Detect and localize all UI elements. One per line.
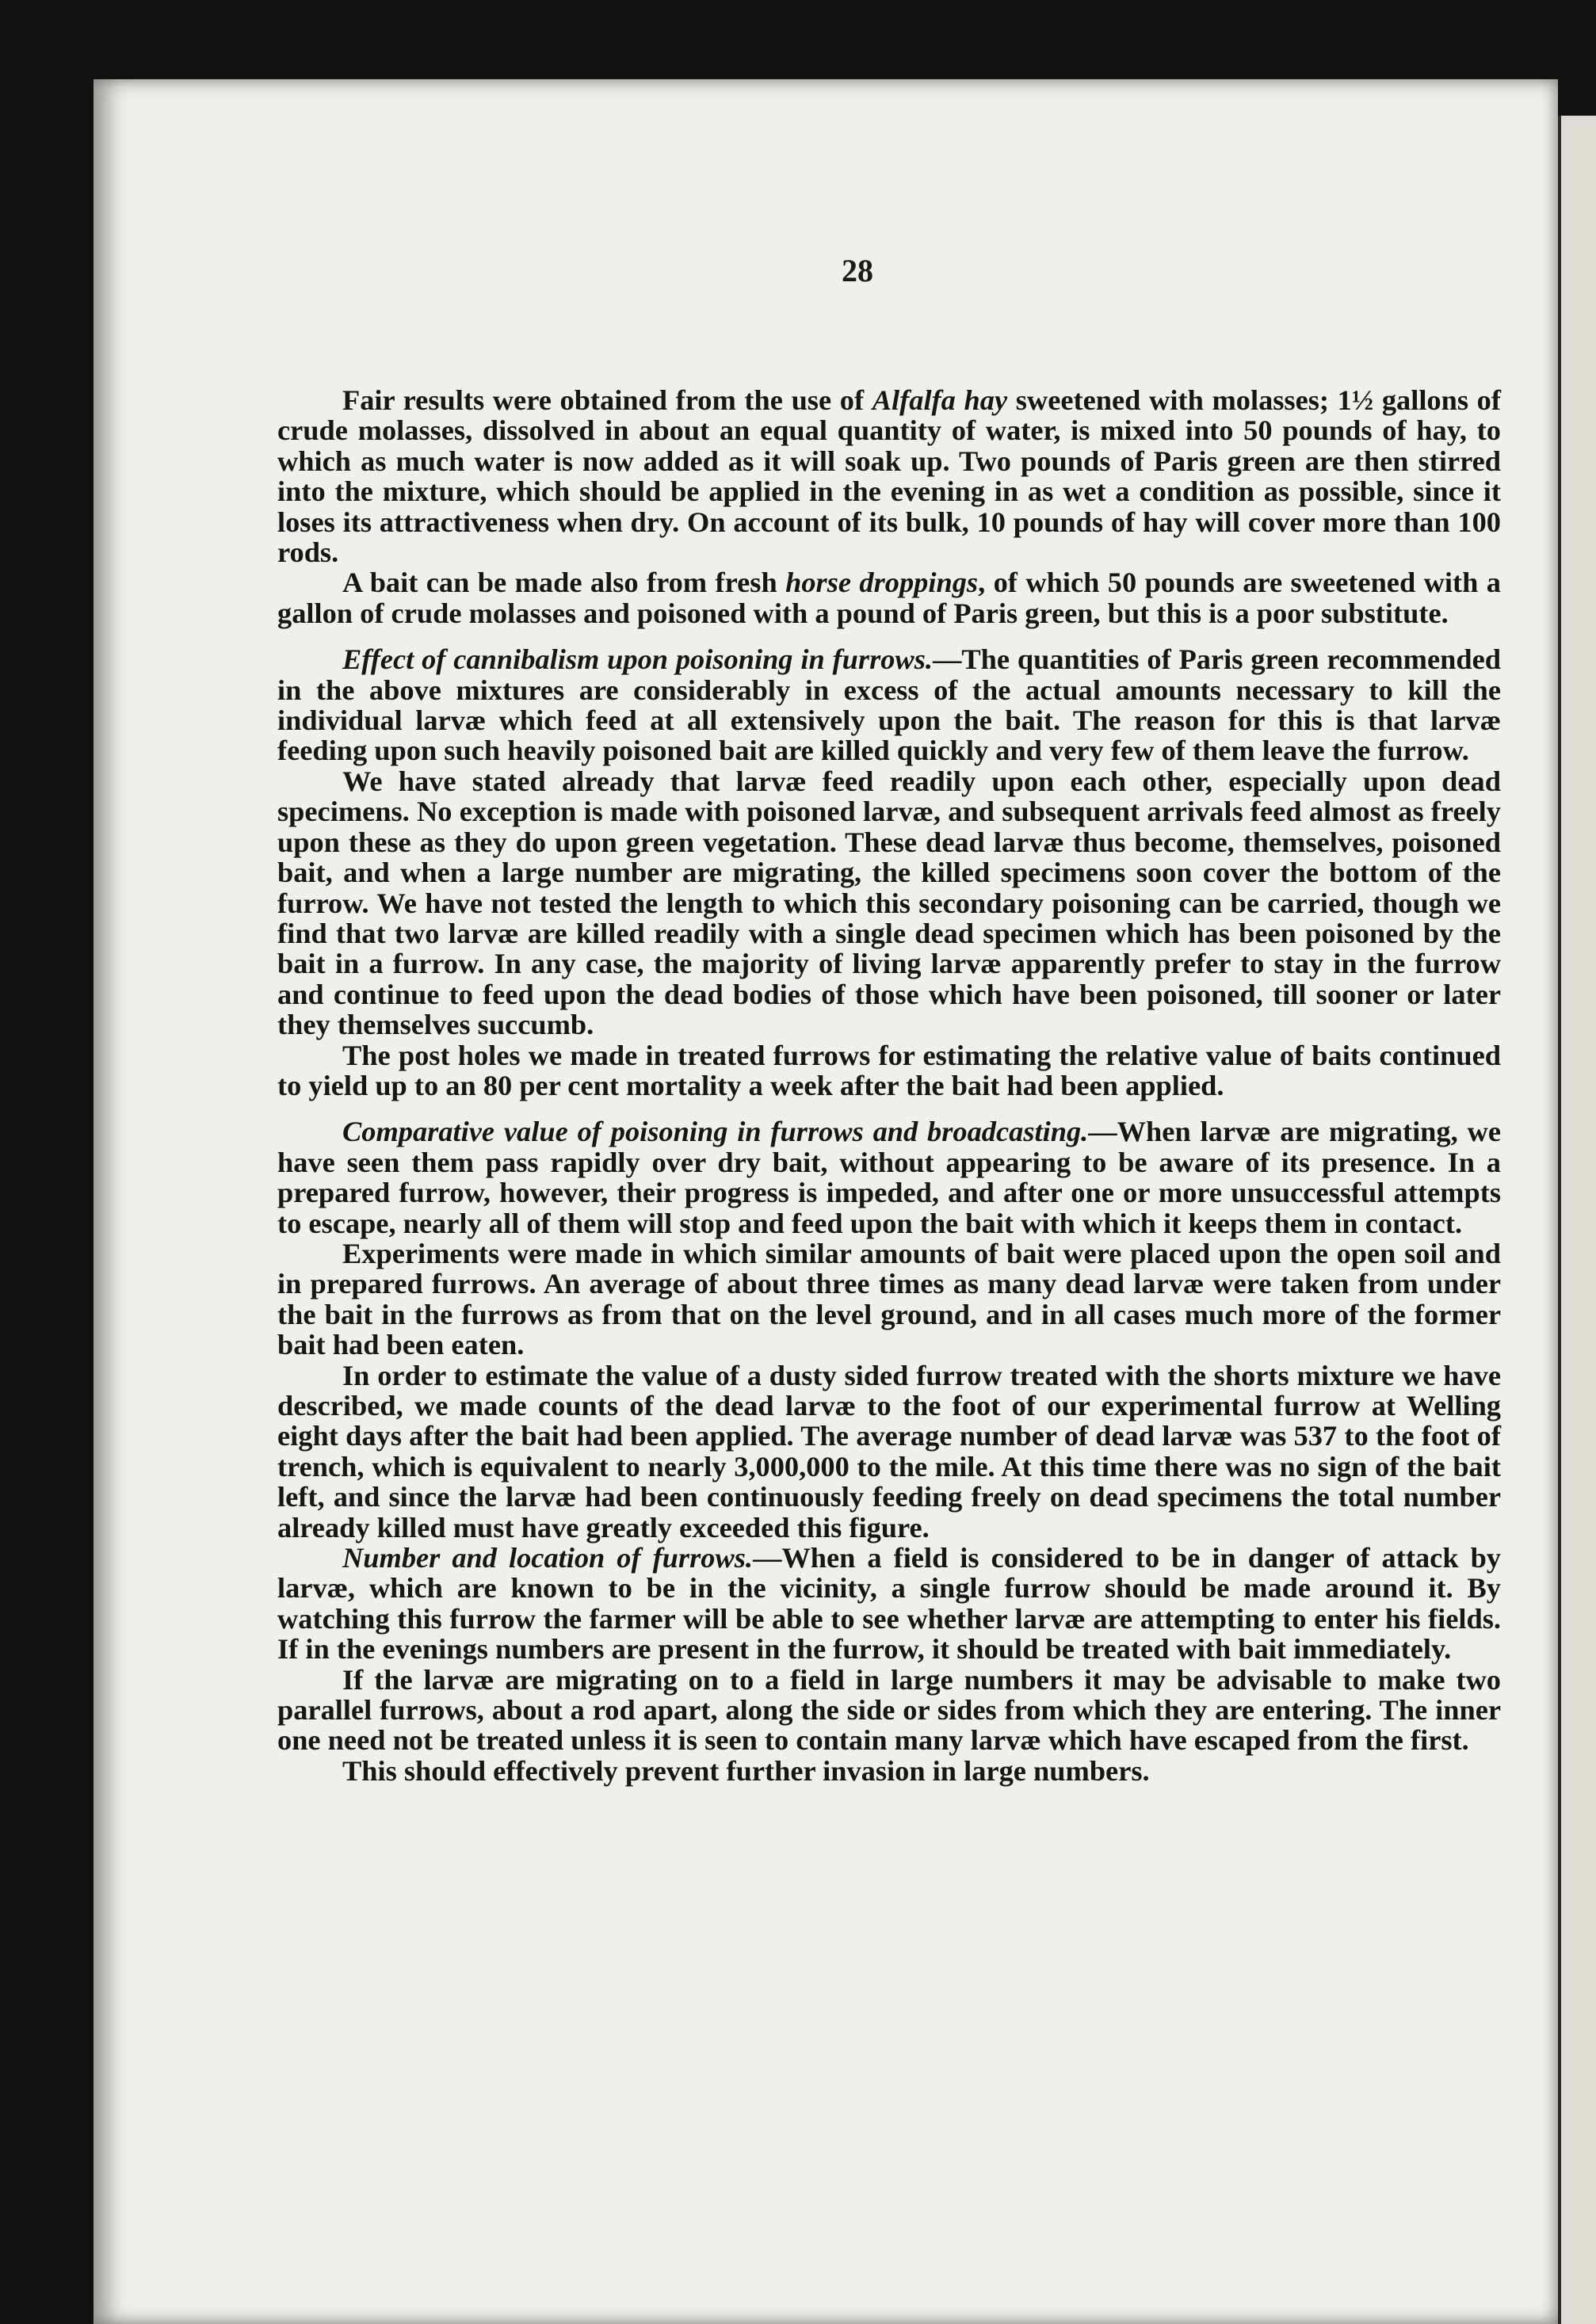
paragraph-text: The post holes we made in treated furrows for estimating the relative value of baits continued to yield up to an 80 per cent mortality a week after the bait had been applied. bbox=[277, 1039, 1501, 1101]
paragraph-p2 bbox=[277, 567, 1501, 628]
paragraph-text: Fair results were obtained from the use of bbox=[342, 384, 872, 416]
paragraph-p4 bbox=[277, 766, 1501, 1040]
paragraph-p7 bbox=[277, 1238, 1501, 1360]
paragraph-text: In order to estimate the value of a dusty sided furrow treated with the shorts mixture we have described, we made counts of the dead larvæ to the foot of our experimental furrow at Welling eight days after the bait had been applied. The average number of dead larvæ was 537 to the foot of trench, which is equivalent to nearly 3,000,000 to the mile. At this time there was no sign of the bait left, and since the larvæ had been continuously feeding freely on dead specimens the total number already killed must have greatly exceeded this figure. bbox=[277, 1359, 1501, 1544]
paragraph-p3 bbox=[277, 644, 1501, 766]
italic-heading-text: Effect of cannibalism upon poisoning in furrows. bbox=[342, 643, 933, 676]
paragraph-text: , of which 50 pounds are sweetened with a gallon of crude molasses and poisoned with a pound of Paris green, but this is a poor substitute. bbox=[277, 567, 1501, 629]
body-text bbox=[277, 385, 1501, 1786]
paragraph-text: A bait can be made also from fresh bbox=[342, 567, 786, 599]
paragraph-p8 bbox=[277, 1360, 1501, 1543]
adjacent-page-edge bbox=[1558, 116, 1596, 2324]
paragraph-text: Experiments were made in which similar amounts of bait were placed upon the open soil and in prepared furrows. An average of about three times as many dead larvæ were taken from under the bait in the furrows as from that on the level ground, and in all cases much more of the former bait had been eaten. bbox=[277, 1237, 1501, 1361]
paragraph-text: —When a field is considered to be in danger of attack by larvæ, which are known to be in the vicinity, a single furrow should be made around it. By watching this furrow the farmer will be able to see whether larvæ are attempting to enter his fields. If in the evenings numbers are present in the furrow, it should be treated with bait immediately. bbox=[277, 1542, 1501, 1666]
paragraph-p5 bbox=[277, 1040, 1501, 1101]
paragraph-text: —The quantities of Paris green recommended in the above mixtures are considerably in excess of the actual amounts necessary to kill the individual larvæ which feed at all extensively upon the bait. The reason for this is that larvæ feeding upon such heavily poisoned bait are killed quickly and very few of them leave the furrow. bbox=[277, 643, 1501, 767]
paragraph-text: sweetened with molasses; 1½ gallons of crude molasses, dissolved in about an equal quantity of water, is mixed into 50 pounds of hay, to which as much water is now added as it will soak up. Two pounds of Paris green are then stirred into the mixture, which should be applied in the evening in as wet a condition as possible, since it loses its attractiveness when dry. On account of its bulk, 10 pounds of hay will cover more than 100 rods. bbox=[277, 384, 1501, 569]
paragraph-p6 bbox=[277, 1116, 1501, 1238]
italic-heading-text: Alfalfa hay bbox=[872, 384, 1008, 416]
page-number: 28 bbox=[842, 253, 873, 288]
italic-heading-text: Comparative value of poisoning in furrows and broadcasting. bbox=[342, 1116, 1089, 1148]
paragraph-p1 bbox=[277, 385, 1501, 567]
paragraph-p10 bbox=[277, 1665, 1501, 1756]
paragraph-p9 bbox=[277, 1543, 1501, 1665]
paragraph-text: If the larvæ are migrating on to a field in large numbers it may be advisable to make two parallel furrows, about a rod apart, along the side or sides from which they are entering. The inner one need not be treated unless it is seen to contain many larvæ which have escaped from the first. bbox=[277, 1663, 1501, 1757]
paragraph-p11 bbox=[277, 1756, 1501, 1786]
paragraph-text: This should effectively prevent further invasion in large numbers. bbox=[342, 1754, 1150, 1787]
document-page bbox=[94, 79, 1558, 2324]
paragraph-text: —When larvæ are migrating, we have seen them pass rapidly over dry bait, without appearing to be aware of its presence. In a prepared furrow, however, their progress is impeded, and after one or more unsuccessful attempts to escape, nearly all of them will stop and feed upon the bait with which it keeps them in contact. bbox=[277, 1116, 1501, 1239]
paragraph-text: We have stated already that larvæ feed readily upon each other, especially upon dead specimens. No exception is made with poisoned larvæ, and subsequent arrivals feed almost as freely upon these as they do upon green vegetation. These dead larvæ thus become, themselves, poisoned bait, and when a large number are migrating, the killed specimens soon cover the bottom of the furrow. We have not tested the length to which this secondary poisoning can be carried, though we find that two larvæ are killed readily with a single dead specimen which has been poisoned by the bait in a furrow. In any case, the majority of living larvæ apparently prefer to stay in the furrow and continue to feed upon the dead bodies of those which have been poisoned, till sooner or later they themselves succumb. bbox=[277, 765, 1501, 1041]
italic-heading-text: horse droppings bbox=[785, 567, 979, 599]
italic-heading-text: Number and location of furrows. bbox=[342, 1542, 753, 1574]
